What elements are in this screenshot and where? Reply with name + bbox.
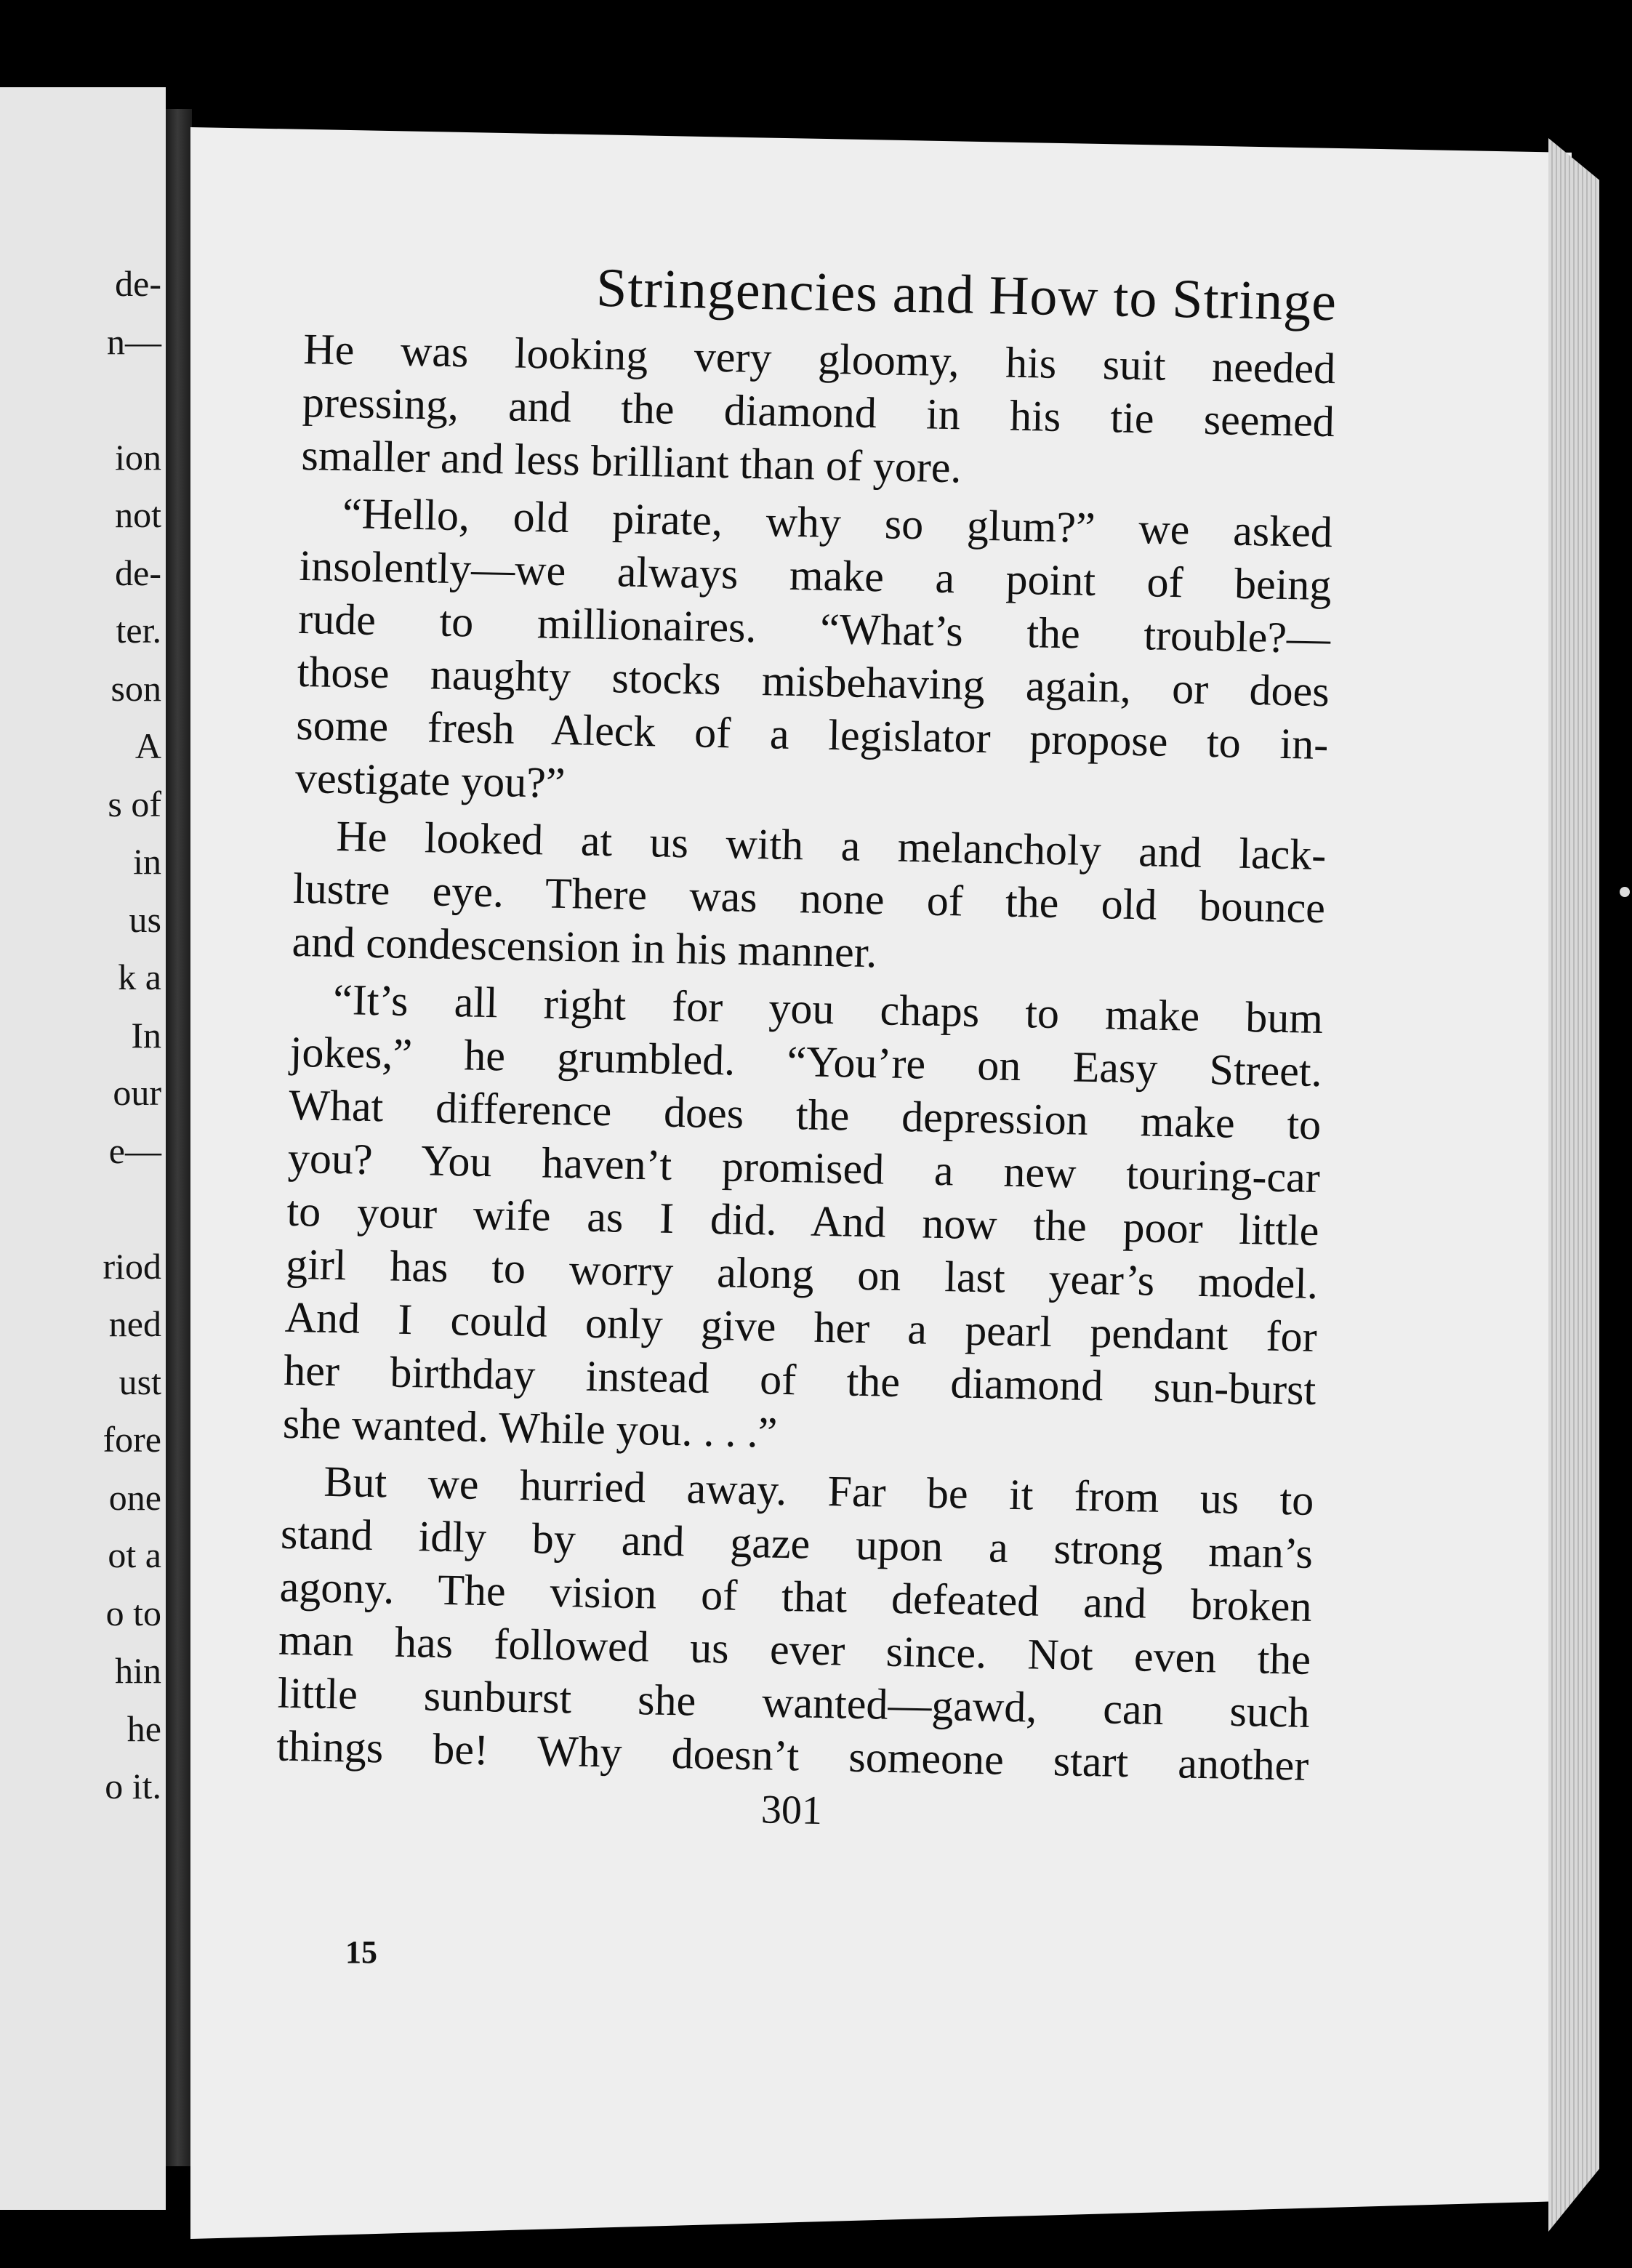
left-page-fragment: s of [108, 783, 161, 824]
text-line: her birthday instead of the diamond sun-burst [283, 1346, 1317, 1414]
book-gutter [166, 109, 192, 2166]
page-text-block [275, 251, 1337, 1843]
left-page-fragment: ter. [116, 610, 161, 651]
left-page-fragment: he [126, 1708, 161, 1749]
left-page-fragment: o to [105, 1592, 161, 1633]
paragraph [276, 1455, 1314, 1793]
text-line: What difference does the depression make to [288, 1080, 1322, 1149]
text-line: those naughty stocks misbehaving again, or does [297, 647, 1330, 716]
left-page-fragment: de- [115, 263, 161, 304]
left-page-fragment: our [113, 1072, 161, 1113]
text-line: “It’s all right for you chaps to make bum [332, 975, 1324, 1043]
text-line: man has followed us ever since. Not even the [278, 1615, 1311, 1684]
left-facing-page [0, 87, 166, 2210]
left-page-fragment: ot a [108, 1535, 161, 1575]
text-line: He was looking very gloomy, his suit needed [302, 324, 1336, 393]
paragraph [292, 809, 1327, 988]
left-page-fragment: riod [102, 1245, 161, 1287]
text-line: He looked at us with a melancholy and lack- [335, 811, 1327, 880]
text-line: smaller and less brilliant than of yore. [300, 430, 962, 492]
left-page-fragment: fore [102, 1419, 161, 1460]
left-page-fragment: de- [115, 552, 161, 593]
text-line: you? You haven’t promised a new touring-car [287, 1133, 1321, 1202]
text-line: insolently—we always make a point of being [299, 541, 1332, 610]
text-line: girl has to worry along on last year’s model. [285, 1239, 1319, 1308]
left-page-fragment: ned [108, 1303, 161, 1344]
left-page-fragment: In [131, 1014, 161, 1055]
edge-spot [1620, 887, 1630, 897]
paragraph [294, 486, 1332, 824]
body-text [276, 323, 1336, 1793]
text-line: rude to millionaires. “What’s the trouble?— [297, 594, 1331, 663]
page-edges [1548, 138, 1599, 2232]
page-number: 301 [760, 1787, 823, 1834]
text-line: little sunburst she wanted—gawd, can such [277, 1668, 1311, 1737]
left-page-fragment: n— [107, 321, 161, 362]
left-page-fragment: A [134, 725, 161, 766]
signature-mark: 15 [345, 1934, 377, 1970]
text-line: And I could only give her a pearl pendant for [284, 1292, 1318, 1361]
text-line: lustre eye. There was none of the old bounce [292, 864, 1326, 933]
running-head: Stringencies and How to Stringe [595, 257, 1338, 333]
text-line: to your wife as I did. And now the poor little [286, 1186, 1320, 1255]
left-page-fragment: k a [118, 957, 161, 997]
paragraph [301, 323, 1336, 502]
text-line: some fresh Aleck of a legislator propose to in- [295, 700, 1329, 769]
left-page-fragment: son [110, 667, 161, 709]
left-page-fragment: o it. [105, 1766, 161, 1806]
text-line: pressing, and the diamond in his tie seemed [302, 377, 1335, 446]
text-line: “Hello, old pirate, why so glum?” we asked [342, 489, 1333, 557]
text-line: things be! Why doesn’t someone start another [276, 1721, 1309, 1790]
paragraph [282, 973, 1323, 1470]
text-line: jokes,” he grumbled. “You’re on Easy Street. [289, 1027, 1323, 1096]
left-page-fragment: ust [118, 1361, 161, 1402]
text-line: agony. The vision of that defeated and broken [279, 1562, 1313, 1630]
text-line: she wanted. While you. . . .” [282, 1399, 778, 1457]
left-page-fragment: one [108, 1476, 161, 1518]
text-line: But we hurried away. Far be it from us to [323, 1457, 1314, 1524]
left-page-fragment: hin [115, 1650, 161, 1691]
left-page-fragment: in [133, 841, 161, 882]
left-page-fragment: e— [108, 1130, 161, 1171]
text-line: and condescension in his manner. [292, 917, 878, 977]
text-line: stand idly by and gaze upon a strong man’s [280, 1509, 1314, 1577]
left-page-fragment: not [115, 494, 161, 535]
left-page-fragment: ion [115, 436, 161, 478]
text-line: vestigate you?” [294, 753, 566, 807]
left-page-fragment: us [129, 898, 161, 940]
